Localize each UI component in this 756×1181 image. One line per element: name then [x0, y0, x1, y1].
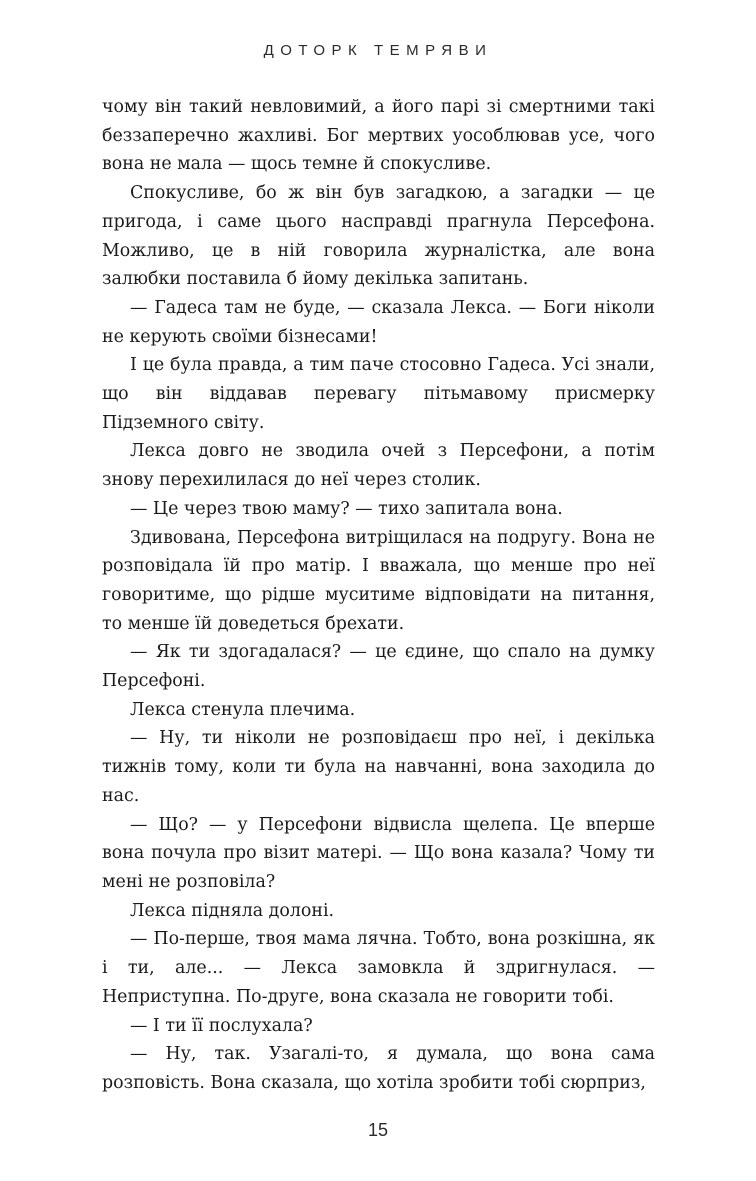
paragraph: Лекса стенула плечима.: [130, 699, 356, 720]
body-text: [102, 93, 655, 1098]
paragraph: І це була правда, а тим паче стосовно Гадеса. Усі знали, що він віддавав перевагу пітьмавому присмерку Підземного світу.: [102, 355, 655, 433]
paragraph: — По-перше, твоя мама лячна. Тобто, вона розкішна, як і ти, але... — Лекса замовкла й здригнулася. — Неприступна. По-друге, вона сказала не говорити тобі.: [102, 929, 655, 1007]
paragraph: — Як ти здогадалася? — це єдине, що спало на думку Персефоні.: [102, 642, 655, 692]
page-number: 15: [367, 1120, 389, 1140]
paragraph: Лекса підняла долоні.: [130, 900, 335, 921]
paragraph: Спокусливе, бо ж він був загадкою, а загадки — це пригода, і саме цього насправді прагнула Персефона. Можливо, це в ній говорила журналістка, але вона залюбки поставила б йому декілька запитань.: [102, 183, 655, 290]
paragraph: — Ну, ти ніколи не розповідаєш про неї, і декілька тижнів тому, коли ти була на навчанні, вона заходила до нас.: [102, 728, 655, 806]
paragraph: Здивована, Персефона витріщилася на подругу. Вона не розповідала їй про матір. І вважала, що менше про неї говоритиме, що рідше муситиме відповідати на питання, то менше їй доведеться брехати.: [102, 527, 655, 634]
running-header: ДОТОРК ТЕМРЯВИ: [263, 42, 493, 59]
paragraph: — Що? — у Персефони відвисла щелепа. Це вперше вона почула про візит матері. — Що вона казала? Чому ти мені не розповіла?: [102, 814, 655, 892]
paragraph: чому він такий невловимий, а його парі зі смертними такі беззаперечно жахливі. Бог мертвих уособлював усе, чого вона не мала — щось темне й спокусливе.: [102, 97, 655, 175]
paragraph: — Ну, так. Узагалі-то, я думала, що вона сама розповість. Вона сказала, що хотіла зробити тобі сюрприз,: [102, 1044, 655, 1093]
paragraph: — Гадеса там не буде, — сказала Лекса. — Боги ніколи не керують своїми бізнесами!: [102, 297, 655, 347]
paragraph: — І ти її послухала?: [130, 1015, 313, 1036]
paragraph: — Це через твою маму? — тихо запитала вона.: [130, 498, 563, 519]
paragraph: Лекса довго не зводила очей з Персефони, а потім знову перехилилася до неї через столик.: [102, 441, 655, 491]
